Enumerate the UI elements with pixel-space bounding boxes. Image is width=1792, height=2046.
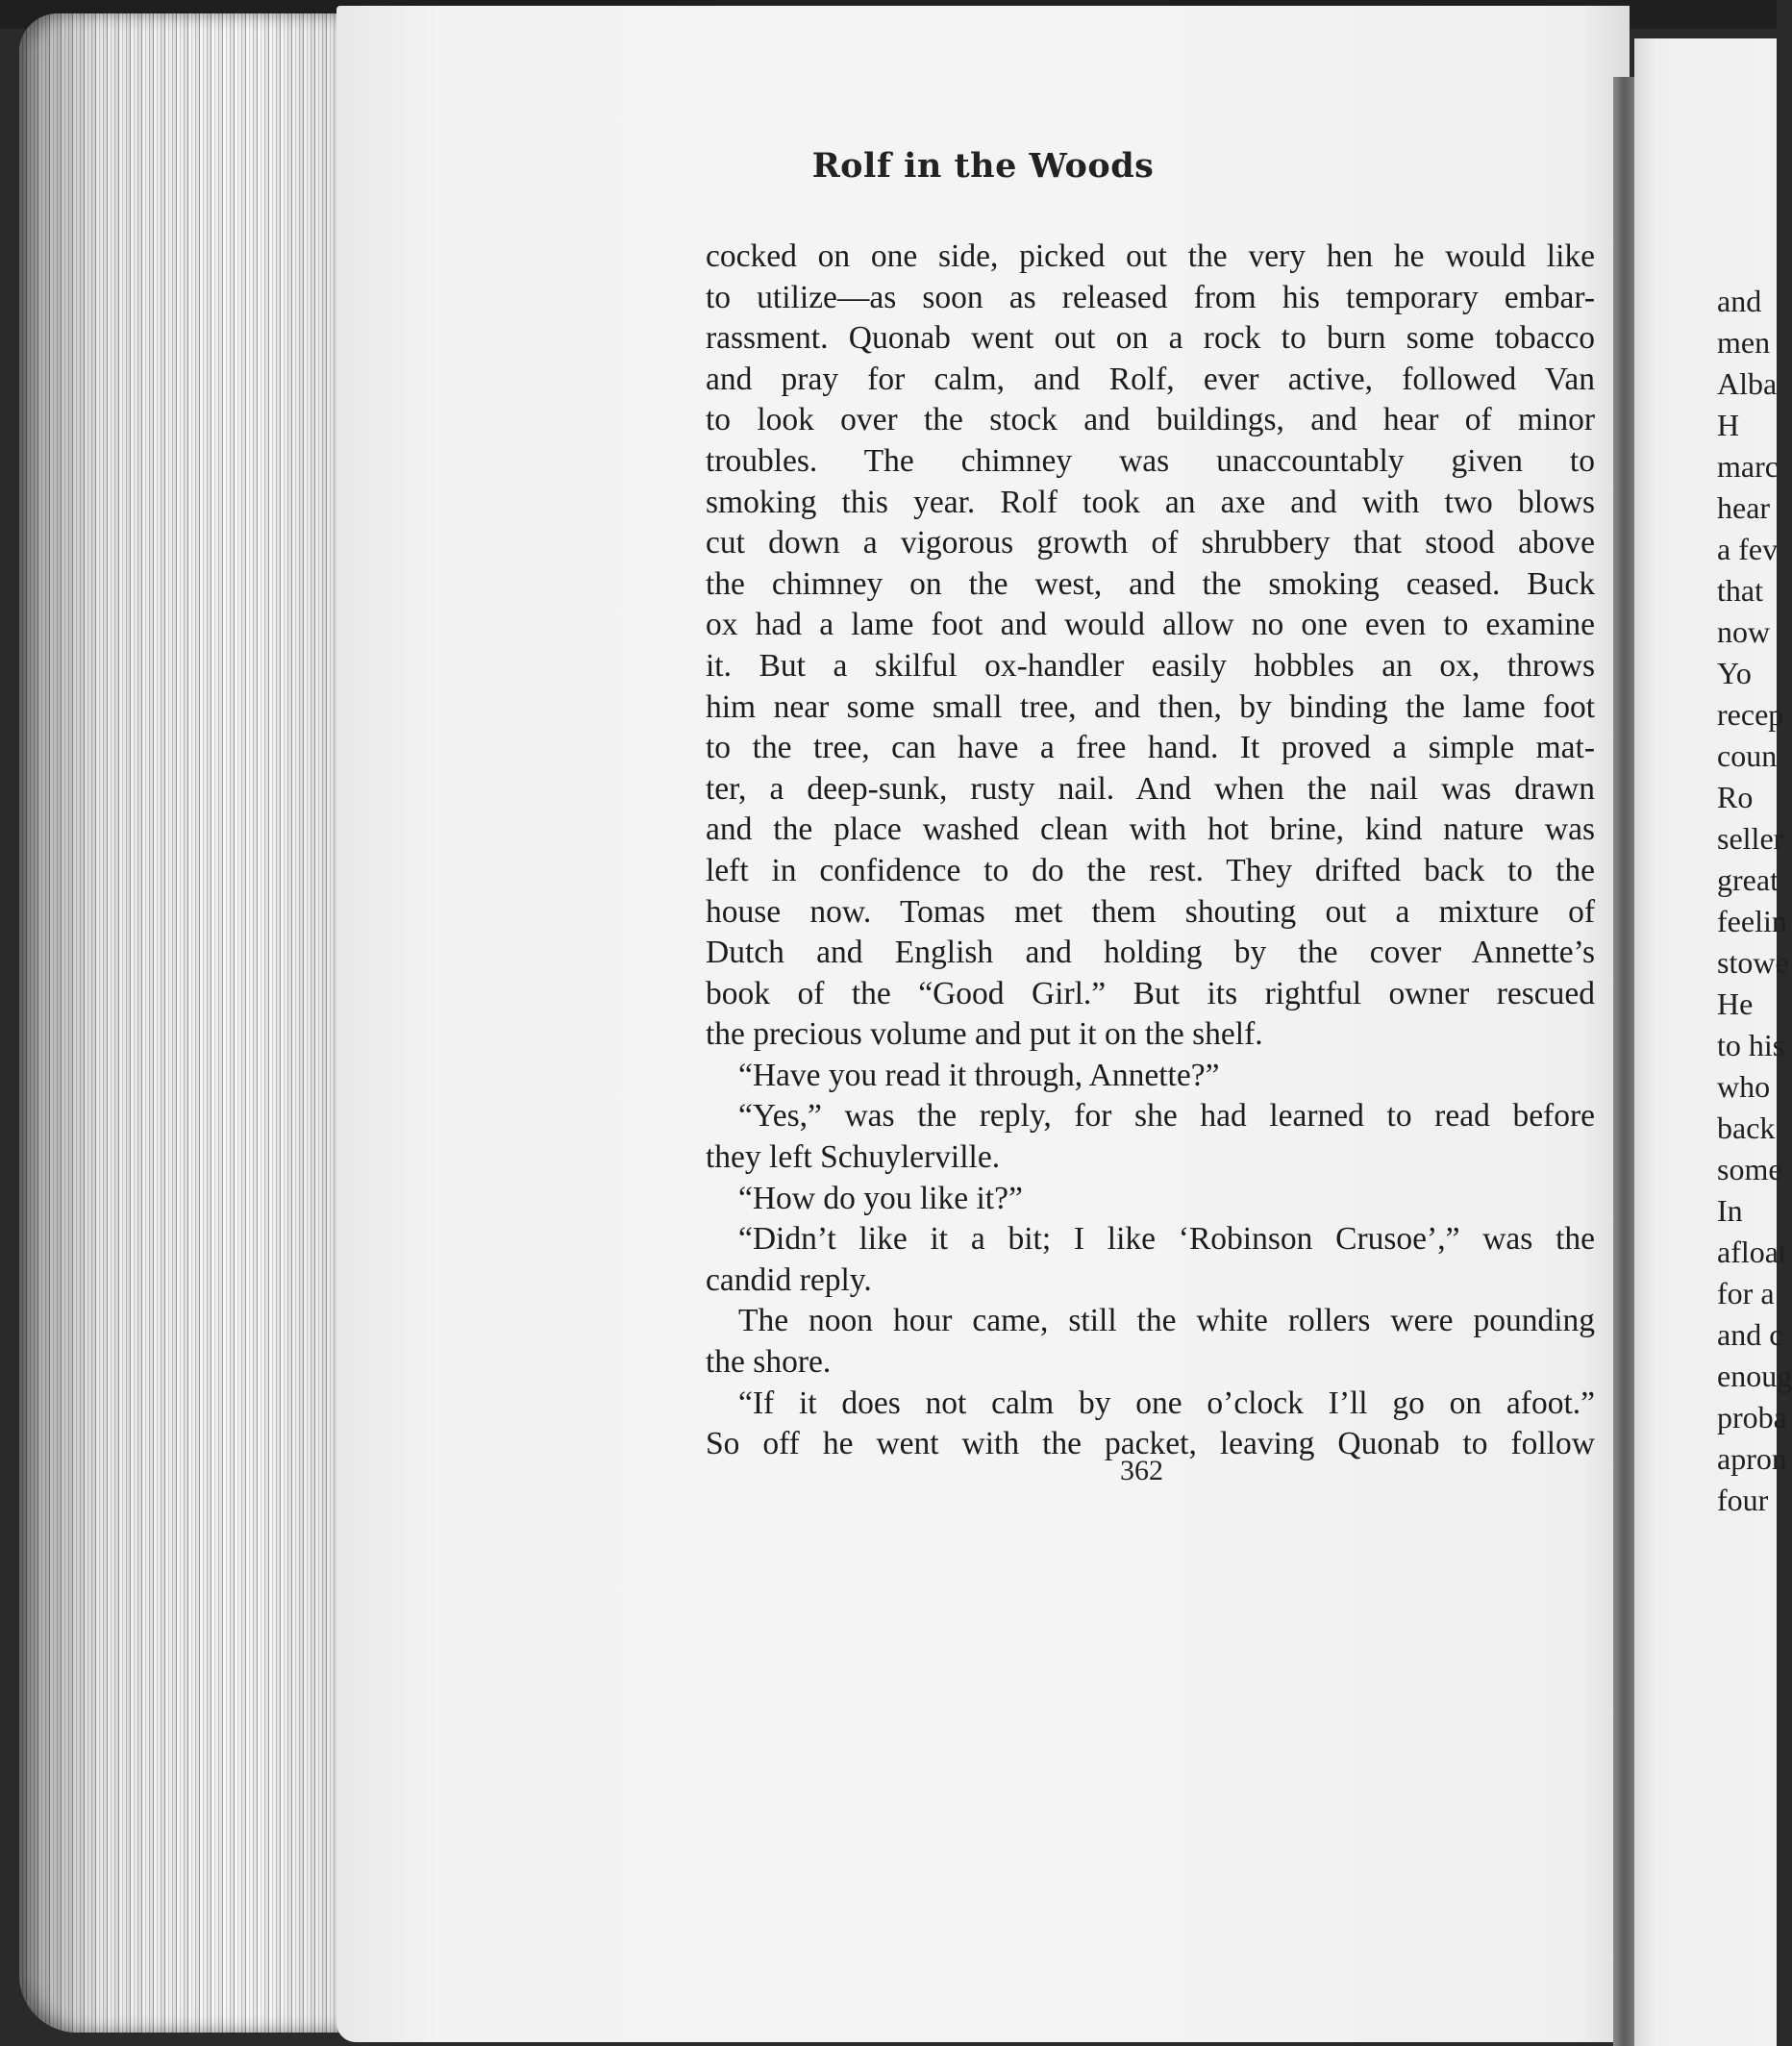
facing-text-line: hear [1717, 490, 1771, 525]
facing-text-line: that [1717, 573, 1763, 608]
facing-text-line: feelin [1717, 904, 1787, 938]
facing-text-line: men [1717, 325, 1771, 360]
facing-text-line: Yo [1717, 656, 1752, 690]
facing-text-line: who [1717, 1069, 1771, 1104]
text-line: smoking this year. Rolf took an axe and with two blows [706, 484, 1595, 520]
facing-text-line: H [1717, 408, 1740, 442]
facing-text-line: apron [1717, 1441, 1787, 1476]
facing-text-line: to his [1717, 1028, 1785, 1062]
facing-text-line: and [1717, 284, 1762, 318]
facing-text-line: great [1717, 862, 1779, 897]
running-head: Rolf in the Woods [811, 146, 1155, 186]
text-line: “How do you like it?” [738, 1180, 1023, 1216]
text-line: cocked on one side, picked out the very hen he would like [706, 238, 1595, 274]
facing-text-line: marc [1717, 449, 1779, 484]
text-line: and the place washed clean with hot brine, kind nature was [706, 811, 1595, 848]
text-line: book of the “Good Girl.” But its rightful owner rescued [706, 975, 1595, 1011]
text-line: ox had a lame foot and would allow no one even to examine [706, 607, 1595, 643]
text-line: Dutch and English and holding by the cover Annette’s [706, 935, 1595, 971]
facing-text-line: seller [1717, 821, 1784, 856]
text-line: ter, a deep-sunk, rusty nail. And when the nail was drawn [706, 770, 1595, 807]
facing-text-line: for a [1717, 1276, 1775, 1310]
facing-text-line: coun [1717, 738, 1778, 773]
text-line: the precious volume and put it on the shelf. [706, 1016, 1263, 1053]
facing-text-line: recep [1717, 697, 1784, 732]
text-line: house now. Tomas met them shouting out a mixture of [706, 893, 1595, 930]
text-line: him near some small tree, and then, by binding the lame foot [706, 688, 1595, 725]
facing-text-line: a fev [1717, 532, 1779, 566]
text-line: The noon hour came, still the white rollers were pounding [738, 1303, 1595, 1339]
text-line: left in confidence to do the rest. They drifted back to the [706, 852, 1595, 888]
facing-page-text [1717, 281, 1792, 1521]
facing-text-line: and c [1717, 1317, 1783, 1352]
facing-text-line: Alba [1717, 366, 1778, 401]
text-line: and pray for calm, and Rolf, ever active, followed Van [706, 361, 1595, 397]
page-number: 362 [1120, 1455, 1163, 1486]
page-body-text [706, 237, 1595, 1465]
facing-text-line: enoug [1717, 1359, 1792, 1393]
text-line: “If it does not calm by one o’clock I’ll go on afoot.” [738, 1385, 1595, 1421]
facing-text-line: four [1717, 1483, 1769, 1517]
text-line: “Didn’t like it a bit; I like ‘Robinson Crusoe’,” was the [738, 1221, 1595, 1258]
book-gutter [1613, 77, 1634, 2046]
text-line: So off he went with the packet, leaving Quonab to follow [706, 1426, 1595, 1462]
text-line: candid reply. [706, 1261, 872, 1298]
facing-text-line: In [1717, 1193, 1743, 1228]
text-line: the chimney on the west, and the smoking ceased. Buck [706, 565, 1595, 602]
text-line: to look over the stock and buildings, and hear of minor [706, 402, 1595, 438]
text-line: to the tree, can have a free hand. It proved a simple mat- [706, 730, 1595, 766]
facing-text-line: back [1717, 1110, 1776, 1145]
facing-text-line: some [1717, 1152, 1782, 1186]
book-page-edges [19, 13, 356, 2033]
text-line: “Have you read it through, Annette?” [738, 1057, 1220, 1093]
facing-text-line: stowe [1717, 945, 1789, 980]
facing-text-line: Ro [1717, 780, 1754, 814]
text-line: “Yes,” was the reply, for she had learned to read before [738, 1098, 1595, 1135]
text-line: troubles. The chimney was unaccountably given to [706, 442, 1595, 479]
text-line: to utilize—as soon as released from his temporary embar- [706, 279, 1595, 315]
facing-text-line: He [1717, 986, 1754, 1021]
text-line: they left Schuylerville. [706, 1139, 1001, 1176]
facing-text-line: now [1717, 614, 1771, 649]
facing-text-line: afloat [1717, 1235, 1787, 1269]
text-line: it. But a skilful ox-handler easily hobbles an ox, throws [706, 647, 1595, 684]
facing-text-line: proba [1717, 1400, 1787, 1435]
text-line: cut down a vigorous growth of shrubbery that stood above [706, 525, 1595, 561]
text-line: the shore. [706, 1344, 832, 1381]
text-line: rassment. Quonab went out on a rock to burn some tobacco [706, 320, 1595, 357]
